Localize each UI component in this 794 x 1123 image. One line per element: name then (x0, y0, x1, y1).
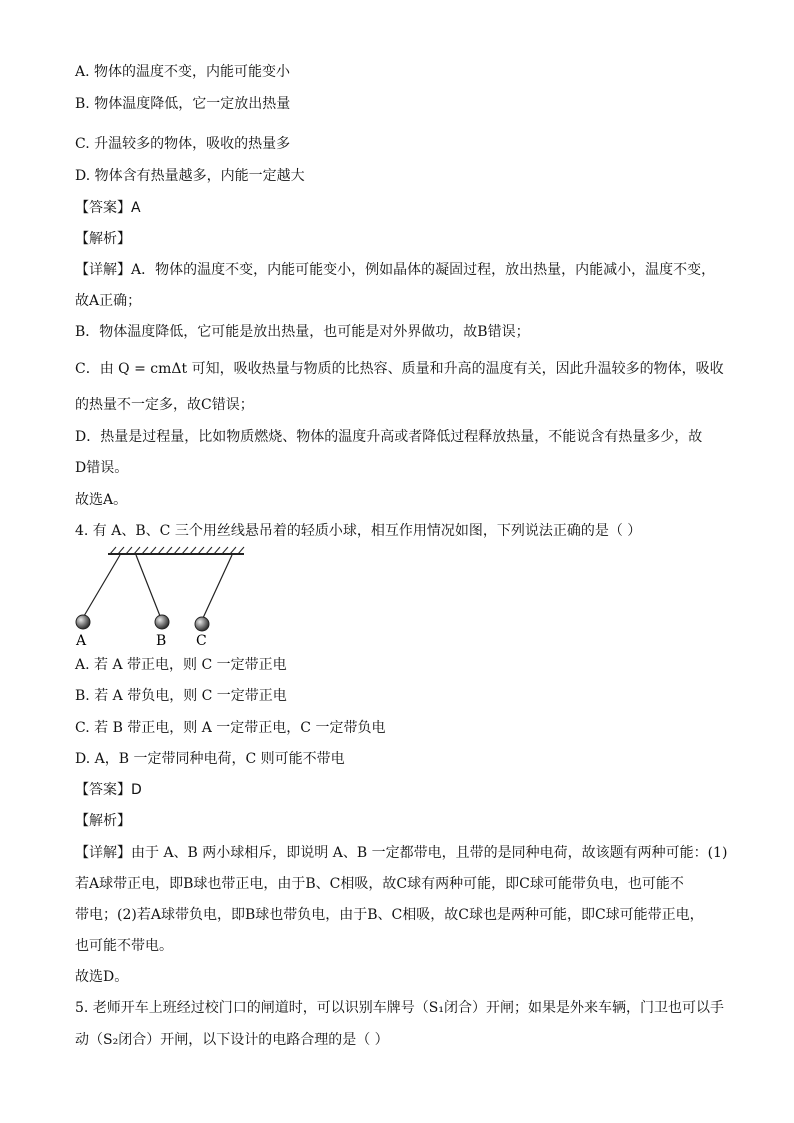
label-b: B (156, 633, 167, 646)
thread-c (203, 555, 232, 618)
answer-label: 【答案】A (75, 200, 141, 216)
detail-line: 的热量不一定多，故C错误； (75, 397, 254, 413)
detail-line: D错误。 (75, 460, 129, 476)
option-a: A. 若 A 带正电，则 C 一定带正电 (75, 657, 287, 673)
ball-a (76, 615, 90, 629)
option-d: D. A，B 一定带同种电荷，C 则可能不带电 (75, 751, 345, 767)
answer-label: 【答案】D (75, 782, 142, 798)
option-b: B. 物体温度降低，它一定放出热量 (75, 96, 291, 112)
detail-line: 故A正确； (75, 293, 142, 309)
conclusion: 故选D。 (75, 969, 129, 985)
option-a: A. 物体的温度不变，内能可能变小 (75, 64, 291, 80)
question-stem: 4. 有 A、B、C 三个用丝线悬吊着的轻质小球，相互作用情况如图，下列说法正确的是（ ） (75, 523, 642, 539)
detail-line: 若A球带正电，即B球也带正电，由于B、C相吸，故C球有两种可能，即C球可能带负电，也可能不 (75, 876, 684, 892)
detail-line: B．物体温度降低，它可能是放出热量，也可能是对外界做功，故B错误； (75, 324, 530, 340)
thread-b (136, 555, 160, 616)
detail-line: D．热量是过程量，比如物质燃烧、物体的温度升高或者降低过程释放热量，不能说含有热量多少，故 (75, 429, 703, 445)
ceiling-hatch (110, 547, 244, 554)
question-stem: 5. 老师开车上班经过校门口的闸道时，可以识别车牌号（S₁闭合）开闸；如果是外来车辆，门卫也可以手 (75, 1000, 725, 1016)
thread-a (84, 555, 120, 616)
conclusion: 故选A。 (75, 492, 128, 508)
detail-line: 也可能不带电。 (75, 938, 173, 954)
ball-b (155, 615, 169, 629)
detail-line: 带电；(2)若A球带负电，即B球也带负电，由于B、C相吸，故C球也是两种可能，即C球可能带正电， (75, 907, 704, 923)
option-d: D. 物体含有热量越多，内能一定越大 (75, 168, 305, 184)
ball-c (195, 617, 209, 631)
label-c: C (196, 633, 207, 646)
analysis-label: 【解析】 (75, 231, 131, 247)
label-a: A (76, 633, 87, 646)
option-b: B. 若 A 带负电，则 C 一定带正电 (75, 688, 287, 704)
option-c: C. 升温较多的物体，吸收的热量多 (75, 136, 291, 152)
option-c: C. 若 B 带正电，则 A 一定带正电，C 一定带负电 (75, 720, 386, 736)
question-stem: 动（S₂闭合）开闸，以下设计的电路合理的是（ ） (75, 1032, 389, 1048)
detail-line: 【详解】A．物体的温度不变，内能可能变小，例如晶体的凝固过程，放出热量，内能减小，温度不变， (75, 262, 716, 278)
analysis-label: 【解析】 (75, 813, 131, 829)
detail-line: C．由 Q = cmΔt 可知，吸收热量与物质的比热容、质量和升高的温度有关，因此升温较多的物体，吸收 (75, 361, 724, 377)
hanging-balls-figure (72, 546, 252, 646)
detail-line: 【详解】由于 A、B 两小球相斥，即说明 A、B 一定都带电，且带的是同种电荷，故该题有两种可能：(1) (75, 845, 728, 861)
